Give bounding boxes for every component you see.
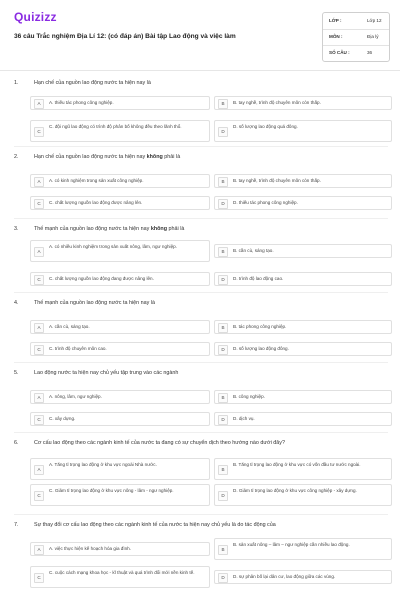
option-c[interactable] (30, 272, 210, 286)
question-number: 4. (14, 300, 19, 306)
option-letter: B (218, 545, 228, 555)
option-a[interactable] (30, 458, 210, 480)
option-text: C. Giảm tỉ trọng lao động ở khu vực nông - lâm - ngư nghiệp. (49, 488, 174, 493)
option-a[interactable] (30, 240, 210, 262)
option-c[interactable] (30, 566, 210, 588)
option-text: B. tác phong công nghiệp. (233, 324, 287, 329)
option-text: C. cuộc cách mạng khoa học - kĩ thuật và quá trình đổi mới nền kinh tế. (49, 570, 195, 575)
option-text: D. thiếu tác phong công nghiệp. (233, 200, 298, 205)
option-b[interactable] (214, 174, 392, 188)
option-d[interactable] (214, 570, 392, 584)
question-text-post: phải là (167, 226, 185, 232)
option-letter: A (34, 393, 44, 403)
question-keyword: không (146, 154, 163, 160)
option-text: D. sự phân bố lại dân cư, lao động giữa các vùng. (233, 574, 336, 579)
question-divider (14, 514, 388, 515)
option-letter: B (218, 323, 228, 333)
info-label: LỚP : (329, 18, 342, 23)
question-divider (14, 292, 388, 293)
option-b[interactable] (214, 96, 392, 110)
header (0, 0, 400, 78)
option-text: D. số lượng lao động đông. (233, 346, 289, 351)
option-letter: B (218, 247, 228, 257)
option-letter: D (218, 415, 228, 425)
option-letter: B (218, 177, 228, 187)
option-b[interactable] (214, 390, 392, 404)
option-d[interactable] (214, 342, 392, 356)
option-c[interactable] (30, 484, 210, 506)
option-letter: A (34, 545, 44, 555)
question-text-post: phải là (162, 154, 181, 160)
option-text: B. sản xuất nông – lâm – ngư nghiệp cần nhiều lao động. (233, 542, 350, 547)
question-text: Cơ cấu lao động theo các ngành kinh tế của nước ta đang có sự chuyển dịch theo hướng nào dưới đây? (34, 440, 285, 446)
option-text: A. nông, lâm, ngư nghiệp. (49, 394, 102, 399)
question-keyword: không (150, 226, 168, 232)
info-row-count (323, 45, 389, 61)
option-text: D. trình độ lao động cao. (233, 276, 284, 281)
option-letter: C (34, 573, 44, 583)
option-c[interactable] (30, 342, 210, 356)
option-text: C. trình độ chuyên môn cao. (49, 346, 107, 351)
option-c[interactable] (30, 196, 210, 210)
question-text: Thế mạnh của nguồn lao động nước ta hiện nay là (34, 300, 156, 306)
option-text: A. thiếu tác phong công nghiệp. (49, 100, 114, 105)
option-text: D. Giảm tỉ trọng lao động ở khu vực công nghiệp - xây dựng. (233, 488, 357, 493)
option-text: A. có nhiều kinh nghiệm trong sản xuất nông, lâm, ngư nghiệp. (49, 244, 177, 249)
option-text: C. đội ngũ lao động có trình độ phân bố không đều theo lãnh thổ. (49, 124, 182, 129)
option-b[interactable] (214, 320, 392, 334)
option-a[interactable] (30, 320, 210, 334)
question-number: 7. (14, 522, 19, 528)
question-number: 6. (14, 440, 19, 446)
option-letter: B (218, 393, 228, 403)
option-c[interactable] (30, 120, 210, 142)
question-divider (14, 146, 388, 147)
info-label: SỐ CÂU : (329, 50, 350, 55)
option-d[interactable] (214, 484, 392, 506)
option-text: D. dịch vụ. (233, 416, 255, 421)
option-text: D. số lượng lao động quá đông. (233, 124, 298, 129)
info-box (322, 12, 390, 62)
header-divider (0, 70, 400, 71)
option-letter: B (218, 465, 228, 475)
option-text: C. chất lượng nguồn lao động đang được nâng lên. (49, 276, 154, 281)
question-number: 2. (14, 154, 19, 160)
option-letter: A (34, 323, 44, 333)
option-d[interactable] (214, 412, 392, 426)
option-letter: C (34, 491, 44, 501)
option-b[interactable] (214, 538, 392, 560)
option-a[interactable] (30, 174, 210, 188)
option-a[interactable] (30, 96, 210, 110)
option-c[interactable] (30, 412, 210, 426)
info-row-subject (323, 29, 389, 46)
option-text: A. có kinh nghiệm trong sản xuất công nghiệp. (49, 178, 144, 183)
question-number: 1. (14, 80, 19, 86)
option-letter: C (34, 199, 44, 209)
question-divider (14, 432, 388, 433)
option-letter: D (218, 199, 228, 209)
option-text: C. xây dựng. (49, 416, 76, 421)
option-letter: B (218, 99, 228, 109)
info-value: 36 (367, 50, 373, 55)
option-text: B. công nghiệp. (233, 394, 265, 399)
question-divider (14, 362, 388, 363)
option-text: C. chất lượng nguồn lao động được nâng lên. (49, 200, 143, 205)
option-letter: A (34, 465, 44, 475)
option-a[interactable] (30, 542, 210, 556)
option-text: B. cần cù, sáng tạo. (233, 248, 274, 253)
option-letter: A (34, 99, 44, 109)
option-letter: C (34, 275, 44, 285)
option-text: A. việc thực hiện kế hoạch hóa gia đình. (49, 546, 131, 551)
option-text: B. tay nghề, trình độ chuyên môn còn thấp. (233, 100, 321, 105)
option-letter: D (218, 345, 228, 355)
option-b[interactable] (214, 458, 392, 480)
option-text: B. Tăng tỉ trọng lao động ở khu vực có vốn đầu tư nước ngoài. (233, 462, 361, 467)
option-d[interactable] (214, 120, 392, 142)
question-text: Hạn chế của nguồn lao động nước ta hiện nay là (34, 80, 151, 86)
option-text: A. cần cù, sáng tạo. (49, 324, 90, 329)
quizizz-logo[interactable]: Quizizz (14, 10, 57, 24)
info-value: Địa lý (367, 34, 379, 39)
question-text (34, 226, 386, 232)
question-text-pre: Hạn chế của nguồn lao động nước ta hiện nay (34, 154, 147, 160)
option-d[interactable] (214, 272, 392, 286)
info-row-class (323, 13, 389, 30)
option-letter: C (34, 345, 44, 355)
question-text-pre: Thế mạnh của nguồn lao động nước ta hiện nay (34, 226, 151, 232)
option-text: A. Tăng tỉ trọng lao động ở khu vực ngoài Nhà nước. (49, 462, 157, 467)
option-letter: D (218, 573, 228, 583)
question-text: Sự thay đổi cơ cấu lao động theo các ngành kinh tế của nước ta hiện nay chủ yếu là do tác động của (34, 522, 276, 528)
option-letter: D (218, 275, 228, 285)
option-letter: C (34, 127, 44, 137)
option-letter: D (218, 491, 228, 501)
option-letter: A (34, 177, 44, 187)
question-number: 5. (14, 370, 19, 376)
option-letter: C (34, 415, 44, 425)
option-a[interactable] (30, 390, 210, 404)
page-title: 36 câu Trắc nghiệm Địa Lí 12: (có đáp án) Bài tập Lao động và việc làm (14, 33, 236, 40)
question-divider (14, 218, 388, 219)
option-letter: D (218, 127, 228, 137)
question-text: Lao động nước ta hiện nay chủ yếu tập trung vào các ngành (34, 370, 179, 376)
option-text: B. tay nghề, trình độ chuyên môn còn thấp. (233, 178, 321, 183)
option-letter: A (34, 247, 44, 257)
question-text (34, 154, 386, 160)
question-number: 3. (14, 226, 19, 232)
info-value: Lớp 12 (367, 18, 382, 23)
option-d[interactable] (214, 196, 392, 210)
info-label: MÔN : (329, 34, 343, 39)
option-b[interactable] (214, 244, 392, 258)
